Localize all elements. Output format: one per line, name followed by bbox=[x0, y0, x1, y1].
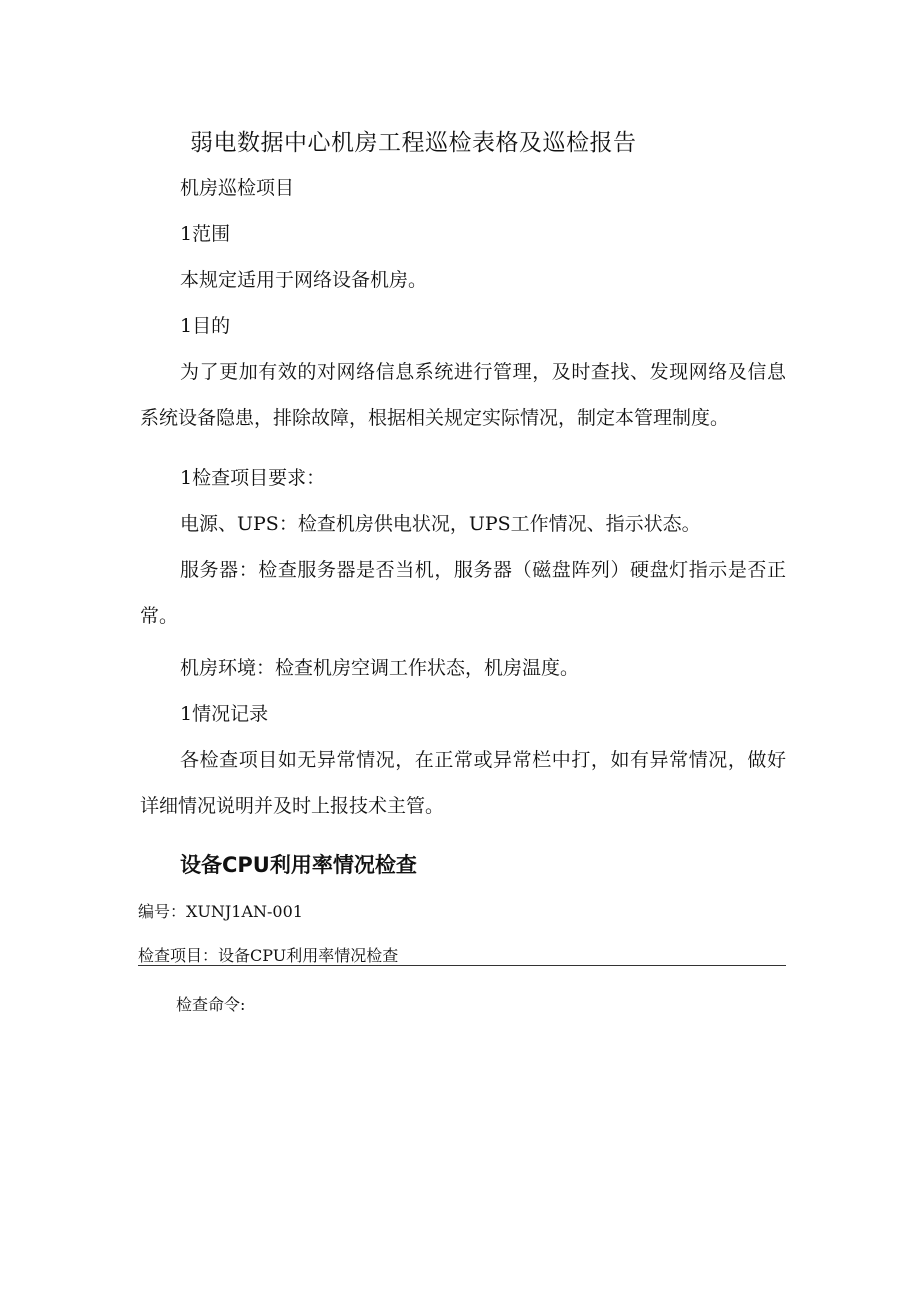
section-heading: 机房巡检项目 bbox=[180, 177, 295, 199]
record-paragraph: 各检查项目如无异常情况，在正常或异常栏中打，如有异常情况，做好详细情况说明并及时上报技术主管。 bbox=[140, 749, 786, 817]
horizontal-divider bbox=[138, 965, 786, 966]
scope-text: 本规定适用于网络设备机房。 bbox=[180, 269, 428, 291]
scope-heading: 1范围 bbox=[180, 223, 231, 245]
requirement-server: 服务器：检查服务器是否当机，服务器（磁盘阵列）硬盘灯指示是否正常。 bbox=[140, 559, 786, 627]
requirement-environment: 机房环境：检查机房空调工作状态，机房温度。 bbox=[180, 657, 580, 679]
purpose-heading: 1目的 bbox=[180, 315, 231, 337]
document-title: 弱电数据中心机房工程巡检表格及巡检报告 bbox=[190, 130, 637, 156]
requirement-power-ups: 电源、UPS：检查机房供电状况，UPS工作情况、指示状态。 bbox=[180, 513, 701, 535]
purpose-paragraph: 为了更加有效的对网络信息系统进行管理，及时查找、发现网络及信息系统设备隐患，排除故障，根据相关规定实际情况，制定本管理制度。 bbox=[140, 361, 786, 429]
check-command-line: 检查命令: bbox=[176, 995, 246, 1014]
requirements-heading: 1检查项目要求： bbox=[180, 467, 326, 489]
check-item-line: 检查项目：设备CPU利用率情况检查 bbox=[138, 946, 399, 965]
check-section-title: 设备CPU利用率情况检查 bbox=[180, 853, 417, 877]
record-heading: 1情况记录 bbox=[180, 703, 269, 725]
check-code-line: 编号：XUNJ1AN-001 bbox=[138, 902, 303, 921]
